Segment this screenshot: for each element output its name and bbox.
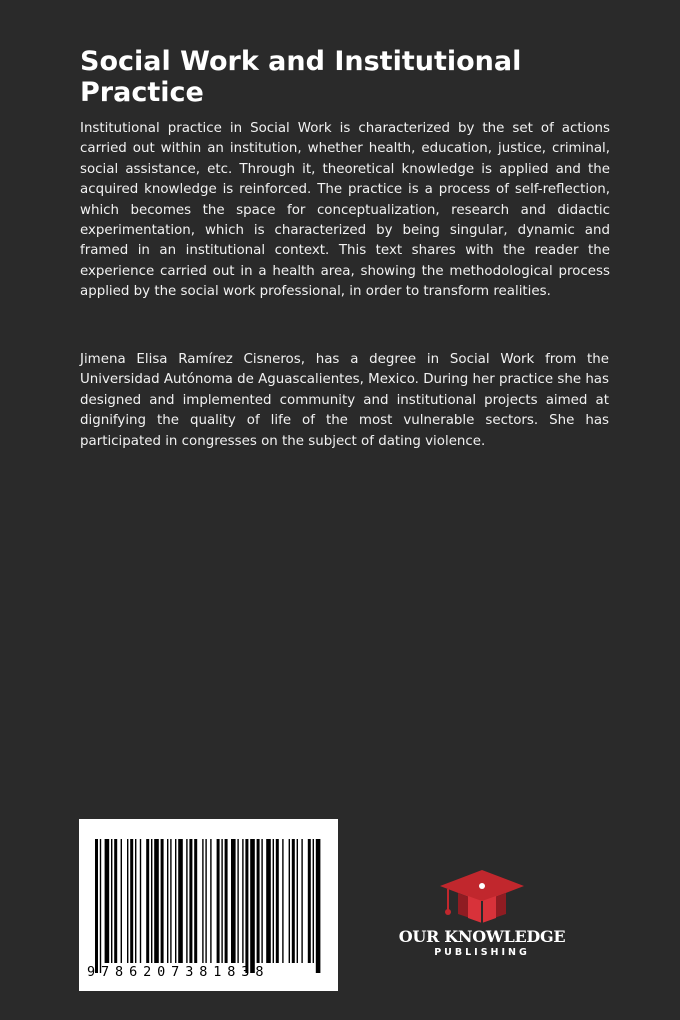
barcode-bar (114, 839, 117, 963)
isbn-digits: 9786207381838 (87, 964, 270, 980)
barcode-bar (189, 839, 192, 963)
barcode-bar (242, 839, 243, 963)
barcode-bar (127, 839, 128, 963)
isbn-barcode (79, 819, 338, 991)
barcode-bar (221, 839, 222, 963)
barcode-bar (178, 839, 183, 963)
barcode-bar (170, 839, 171, 963)
barcode-bar (154, 839, 159, 963)
barcode-bar (231, 839, 236, 963)
barcode-bar (297, 839, 298, 963)
barcode-bar (273, 839, 274, 963)
barcode-bar (161, 839, 164, 963)
barcode-bar (282, 839, 283, 963)
barcode-bar (289, 839, 290, 963)
barcode-bar (167, 839, 168, 963)
barcode-bar (205, 839, 206, 963)
publisher-name: OUR KNOWLEDGE (398, 927, 566, 946)
barcode-bar (100, 839, 101, 973)
barcode-bar (261, 839, 262, 963)
barcode-bar (151, 839, 152, 963)
barcode-bar (237, 839, 238, 963)
barcode-bar (111, 839, 112, 963)
barcode-bar (95, 839, 98, 973)
barcode-bar (130, 839, 133, 963)
barcode-bar (257, 839, 260, 963)
barcode-bar (105, 839, 110, 963)
barcode-bar (292, 839, 295, 963)
book-description: Institutional practice in Social Work is characterized by the set of actions carried out within an institution, whether health, education, justice, criminal, social assistance, etc. Through it, theoretical knowledge is applied and the acquired knowledge is reinforced. The practice is a process of self-reflection, which becomes the space for conceptualization, research and didactic experimentation, which is characterized by being singular, dynamic and framed in an institutional context. This text shares with the reader the experience carried out in a health area, showing the methodological process applied by the social work professional, in order to transform realities. (80, 121, 610, 300)
barcode-bar (140, 839, 141, 963)
barcode-bar (308, 839, 311, 963)
graduation-cap-book-icon (438, 866, 526, 926)
barcode-bar (245, 839, 248, 973)
barcode-bar (217, 839, 220, 963)
barcode-bar (225, 839, 228, 963)
barcode-bar (313, 839, 314, 963)
author-biography: Jimena Elisa Ramírez Cisneros, has a degree in Social Work from the Universidad Autónoma de Aguascalientes, Mexico. During her practice she has designed and implemented community and institutional projects aimed at dignifying the quality of life of the most vulnerable sectors. She has participated in congresses on the subject of dating violence. (80, 352, 609, 449)
publisher-logo (392, 866, 572, 966)
barcode-bar (276, 839, 279, 963)
barcode-bar (194, 839, 197, 963)
publisher-subtitle: PUBLISHING (434, 947, 530, 958)
barcode-bar (175, 839, 176, 963)
barcode-bar (210, 839, 211, 963)
barcode-bar (266, 839, 271, 963)
book-title: Social Work and Institutional Practice (80, 46, 522, 108)
barcode-bar (135, 839, 136, 963)
barcode-bar (250, 839, 255, 973)
barcode-bar (186, 839, 187, 963)
barcode-bar (146, 839, 149, 963)
barcode-bar (121, 839, 122, 963)
barcode-bar (301, 839, 302, 963)
barcode-bar (202, 839, 203, 963)
barcode-bar (316, 839, 321, 973)
